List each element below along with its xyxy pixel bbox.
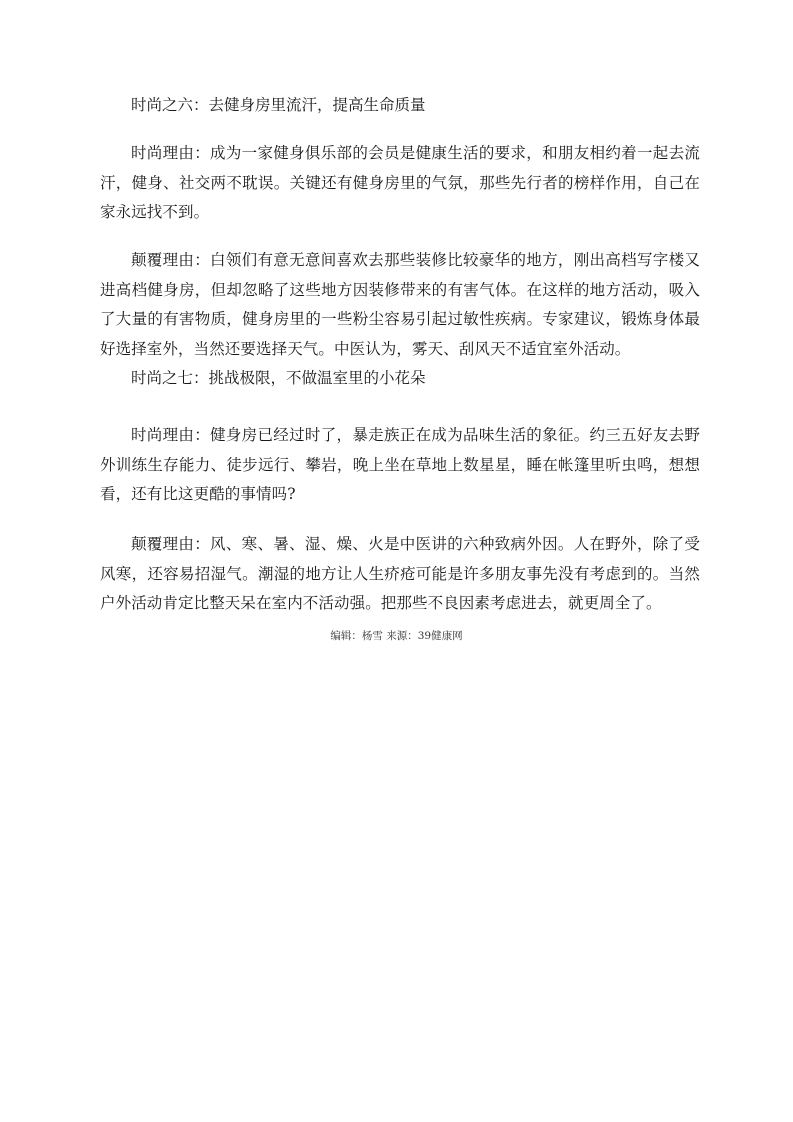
section6-heading: 时尚之六：去健身房里流汗，提高生命质量 xyxy=(131,96,426,114)
footer-credit: 编辑：杨雪 来源：39健康网 xyxy=(330,630,463,642)
section6-fashion-reason: 时尚理由：成为一家健身俱乐部的会员是健康生活的要求，和朋友相约着一起去流汗，健身、社交两不耽误。关键还有健身房里的气氛，那些先行者的榜样作用，自己在家永远找不到。 xyxy=(100,144,700,221)
section7-subvert-reason: 颠覆理由：风、寒、暑、湿、燥、火是中医讲的六种致病外因。人在野外，除了受风寒，还容易招湿气。潮湿的地方让人生疥疮可能是许多朋友事先没有考虑到的。当然户外活动肯定比整天呆在室内不活动强。把那些不良因素考虑进去，就更周全了。 xyxy=(100,535,700,612)
section6-subvert-reason: 颠覆理由：白领们有意无意间喜欢去那些装修比较豪华的地方，刚出高档写字楼又进高档健身房，但却忽略了这些地方因装修带来的有害气体。在这样的地方活动，吸入了大量的有害物质，健身房里的一些粉尘容易引起过敏性疾病。专家建议，锻炼身体最好选择室外，当然还要选择天气。中医认为，雾天、刮风天不适宜室外活动。 xyxy=(100,251,700,358)
section7-heading: 时尚之七：挑战极限，不做温室里的小花朵 xyxy=(131,369,426,387)
section7-fashion-reason: 时尚理由：健身房已经过时了，暴走族正在成为品味生活的象征。约三五好友去野外训练生存能力、徒步远行、攀岩，晚上坐在草地上数星星，睡在帐篷里听虫鸣，想想看，还有比这更酷的事情吗? xyxy=(100,426,700,503)
